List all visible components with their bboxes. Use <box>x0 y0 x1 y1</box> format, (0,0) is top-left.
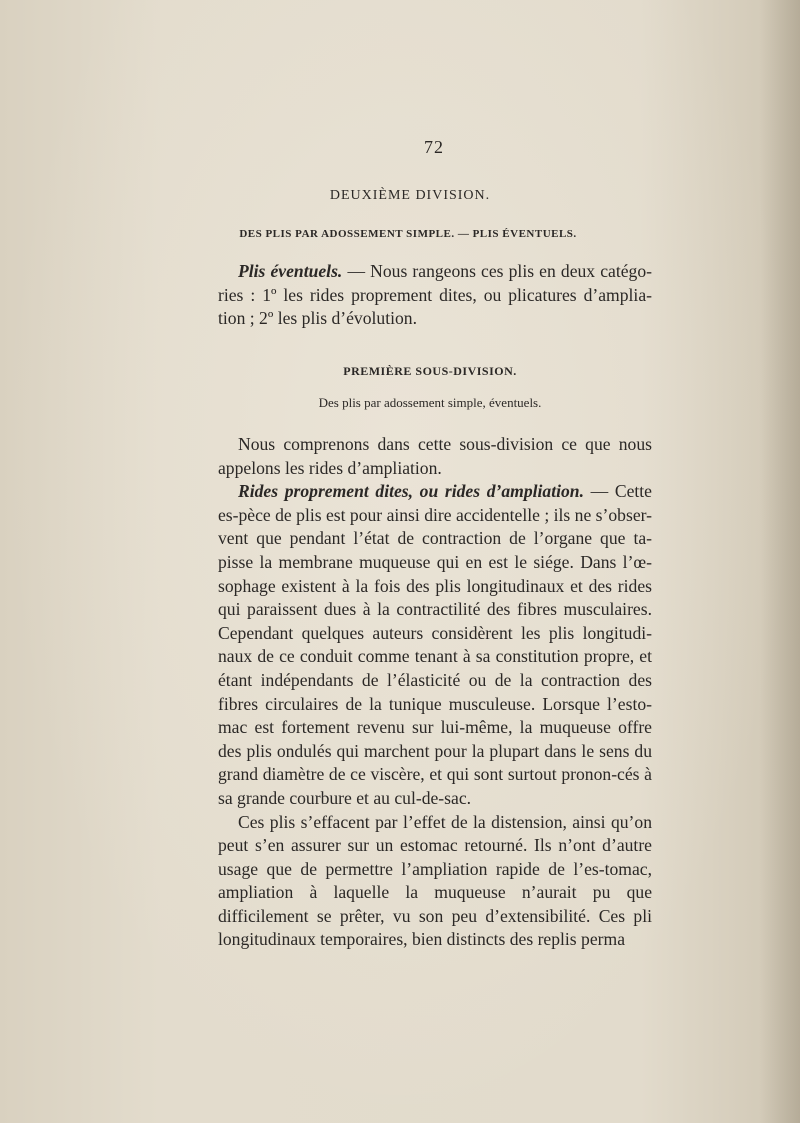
intro-body: — Nous rangeons ces plis en deux catégo-ries : 1º les rides proprement dites, ou plicatures d’amplia-tion ; 2º les plis d’évolution. <box>218 261 652 329</box>
paragraph-body: Ces plis s’effacent par l’effet de la distension, ainsi qu’on peut s’en assurer sur un estomac retourné. Ils n’ont d’autre usage que de permettre l’ampliation rapide de l’es-tomac, ampliation à laquelle la muqueuse n’aurait pu que difficilement se prêter, vu son peu d’extensibilité. Ces pli longitudinaux temporaires, bien distincts des replis perma <box>218 811 652 950</box>
division-subtitle: DES PLIS PAR ADOSSEMENT SIMPLE. — PLIS ÉVENTUELS. <box>239 228 577 240</box>
subdivision-title: PREMIÈRE SOUS-DIVISION. <box>343 364 517 378</box>
intro-lead: Plis éventuels. <box>238 261 343 281</box>
paragraph-body: — Cette es-pèce de plis est pour ainsi dire accidentelle ; ils ne s’obser-vent que pendant l’état de contraction de l’organe que ta-pisse la membrane muqueuse qui en est le siége. Dans l’œ-sophage existent à la fois des plis longitudinaux et des rides qui paraissent dues à la contractilité des fibres musculaires. Cependant quelques auteurs considèrent les plis longitudi-naux de ce conduit comme tenant à sa constitution propre, et étant indépendants de l’élasticité ou de la contraction des fibres circulaires de la tunique musculeuse. Lorsque l’esto-mac est fortement revenu sur lui-même, la muqueuse offre des plis ondulés qui marchent pour la plupart dans le sens du grand diamètre de ce viscère, et qui sont surtout pronon-cés à sa grande courbure et au cul-de-sac. <box>218 481 652 808</box>
division-title: DEUXIÈME DIVISION. <box>329 188 491 203</box>
intro-paragraph <box>218 260 652 331</box>
page-number: 72 <box>424 137 444 157</box>
body-text <box>218 433 652 952</box>
intro-text <box>218 260 652 331</box>
page-edge-shadow <box>760 0 800 1123</box>
paragraph <box>218 811 652 953</box>
paragraph-lead: Rides proprement dites, ou rides d’ampliation. <box>238 481 584 502</box>
paragraph-body: Nous comprenons dans cette sous-division ce que nous appelons les rides d’ampliation. <box>218 434 652 478</box>
subdivision-subtitle: Des plis par adossement simple, éventuels. <box>318 395 542 410</box>
paragraph <box>218 480 652 810</box>
paragraph <box>218 433 652 480</box>
